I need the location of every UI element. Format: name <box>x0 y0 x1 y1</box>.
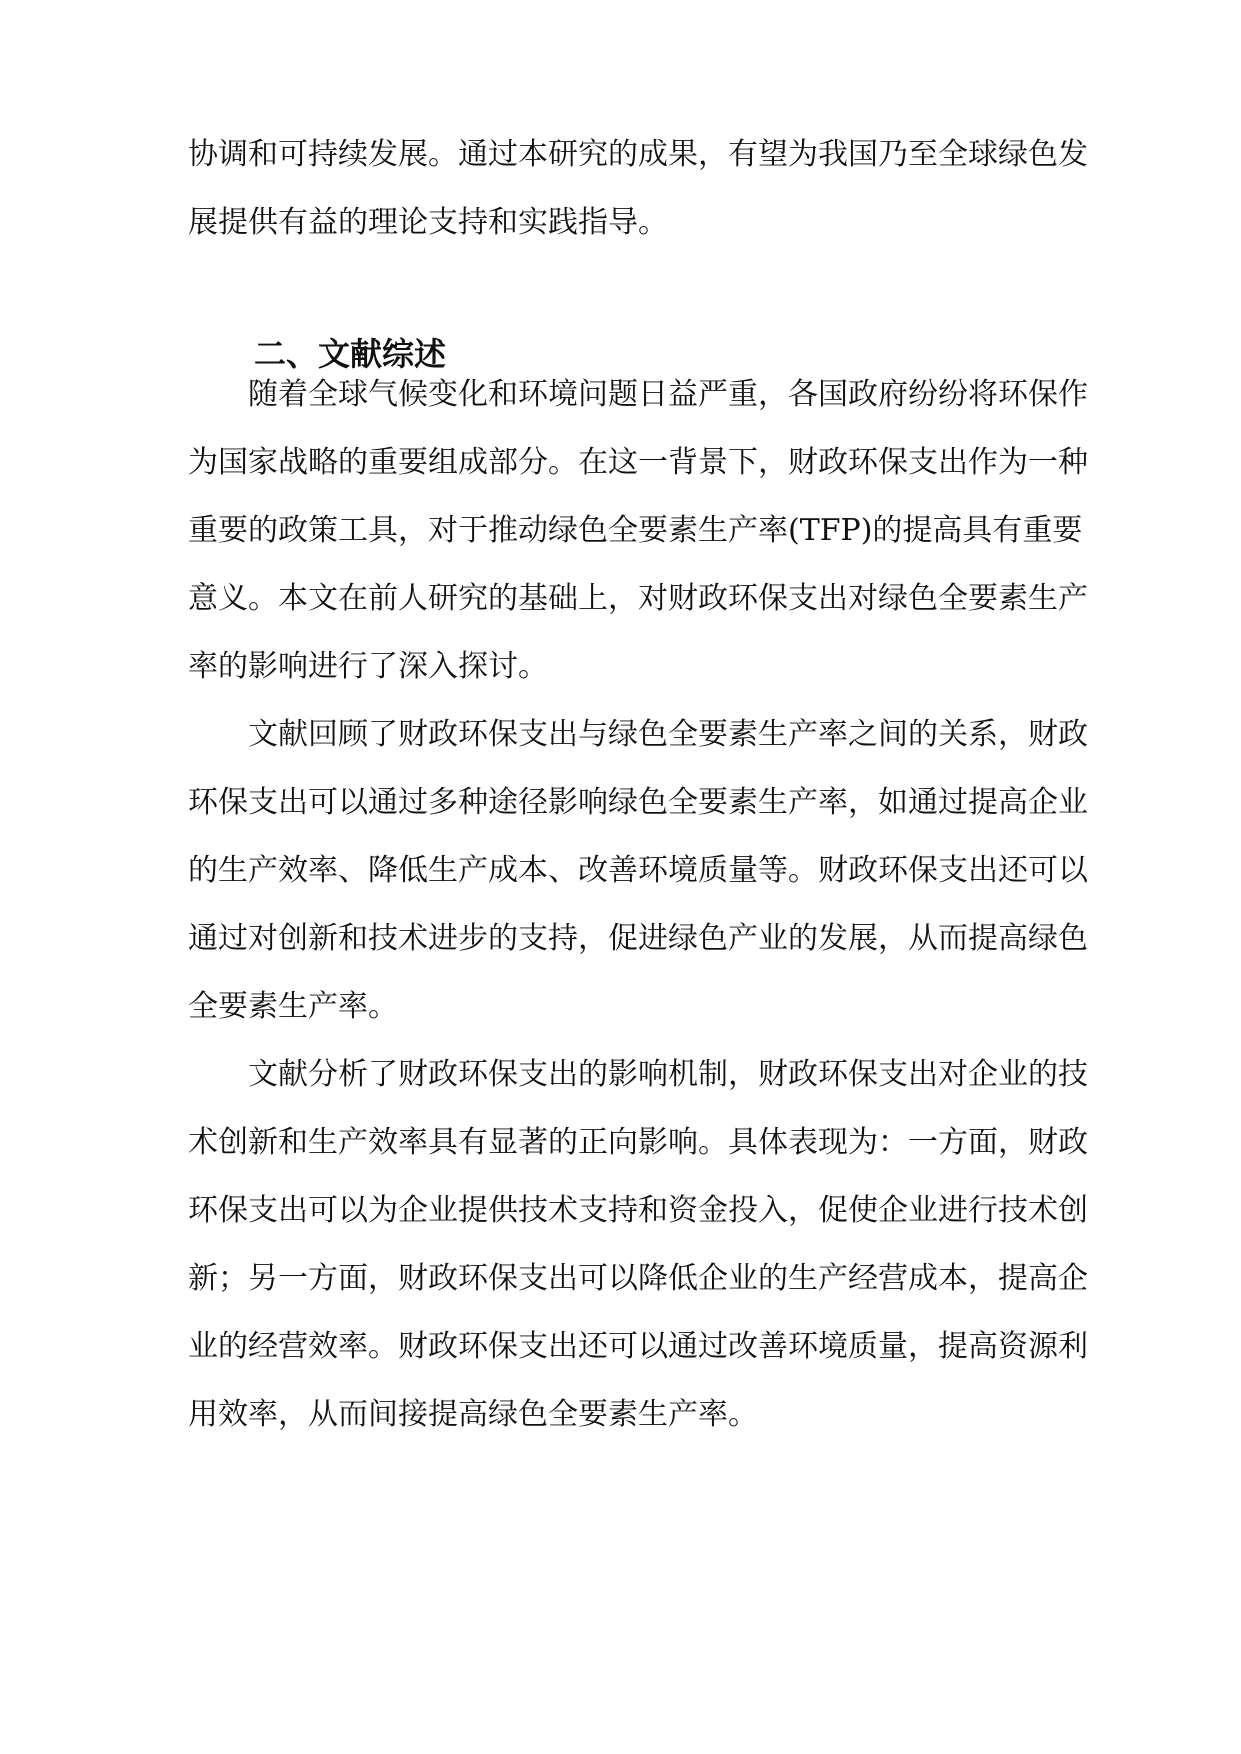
text-line: 为国家战略的重要组成部分。在这一背景下，财政环保支出作为一种 <box>188 445 1088 480</box>
text-line: 意义。本文在前人研究的基础上，对财政环保支出对绿色全要素生产 <box>188 581 1088 616</box>
text-line: 全要素生产率。 <box>188 989 398 1024</box>
text-line: 环保支出可以通过多种途径影响绿色全要素生产率，如通过提高企业 <box>188 785 1088 820</box>
text-line: 的生产效率、降低生产成本、改善环境质量等。财政环保支出还可以 <box>188 853 1088 888</box>
text-line: 业的经营效率。财政环保支出还可以通过改善环境质量，提高资源利 <box>188 1329 1088 1364</box>
text-line: 展提供有益的理论支持和实践指导。 <box>188 205 668 240</box>
text-line: 术创新和生产效率具有显著的正向影响。具体表现为：一方面，财政 <box>188 1125 1088 1160</box>
text-line: 率的影响进行了深入探讨。 <box>188 649 548 684</box>
text-line: 用效率，从而间接提高绿色全要素生产率。 <box>188 1397 758 1432</box>
section-heading: 二、文献综述 <box>254 335 447 373</box>
paragraph-first-line: 随着全球气候变化和环境问题日益严重，各国政府纷纷将环保作 <box>248 377 1088 412</box>
text-line: 重要的政策工具，对于推动绿色全要素生产率(TFP)的提高具有重要 <box>188 513 1083 548</box>
text-line: 新；另一方面，财政环保支出可以降低企业的生产经营成本，提高企 <box>188 1261 1088 1296</box>
text-line: 环保支出可以为企业提供技术支持和资金投入，促使企业进行技术创 <box>188 1193 1088 1228</box>
paragraph-first-line: 文献回顾了财政环保支出与绿色全要素生产率之间的关系，财政 <box>248 717 1088 752</box>
paragraph-first-line: 文献分析了财政环保支出的影响机制，财政环保支出对企业的技 <box>248 1057 1088 1092</box>
text-line: 协调和可持续发展。通过本研究的成果，有望为我国乃至全球绿色发 <box>188 137 1088 172</box>
text-line: 通过对创新和技术进步的支持，促进绿色产业的发展，从而提高绿色 <box>188 921 1088 956</box>
